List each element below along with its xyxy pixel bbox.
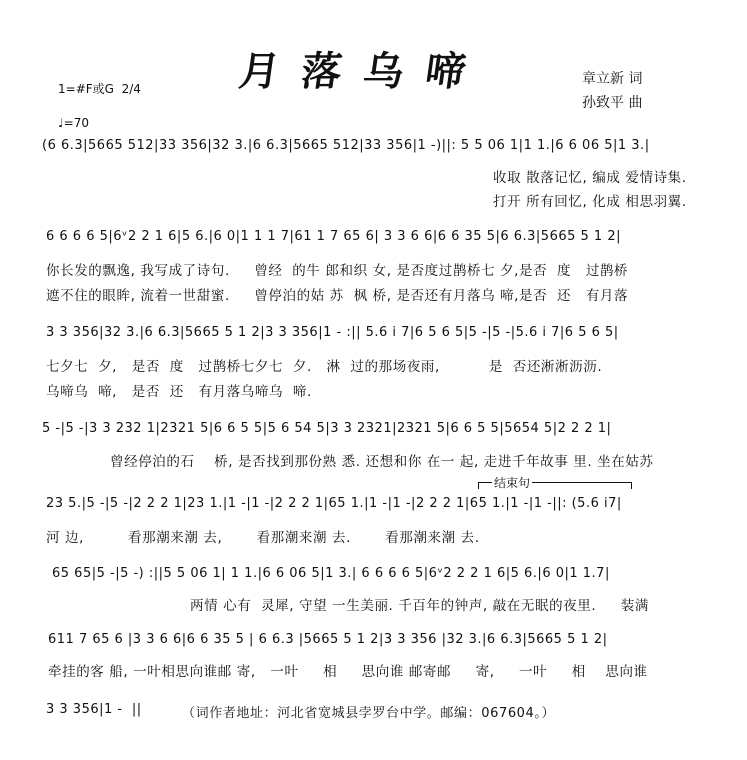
key-signature: 1=#F或G 2/4 bbox=[58, 82, 141, 96]
song-title: 月落乌啼 bbox=[236, 48, 491, 95]
lyric-line-4: 曾经停泊的石 桥, 是否找到那份熟 悉. 还想和你 在一 起, 走进千年故事 里. 坐在姑苏 bbox=[110, 454, 654, 470]
notation-line-3: 3 3 356|32 3.|6 6.3|5665 5 1 2|3 3 356|1 - :|| 5.6 i 7|6 5 6 5|5 -|5 -|5.6 i 7|6 5 6 5| bbox=[46, 325, 619, 340]
composer-credit: 孙致平 曲 bbox=[582, 95, 643, 111]
lyric-line-1-verse-2: 打开 所有回忆, 化成 相思羽翼. bbox=[493, 194, 687, 210]
notation-line-2: 6 6 6 6 5|6ᵛ2 2 1 6|5 6.|6 0|1 1 1 7|61 1 7 65 6| 3 3 6 6|6 6 35 5|6 6.3|5665 5 1 2| bbox=[46, 229, 621, 244]
tempo-marking: ♩=70 bbox=[58, 116, 89, 130]
lyric-line-6: 两情 心有 灵犀, 守望 一生美丽. 千百年的钟声, 敲在无眠的夜里. 装满 bbox=[190, 598, 649, 614]
lyric-line-1-verse-1: 收取 散落记忆, 编成 爱情诗集. bbox=[493, 170, 687, 186]
author-address-note: （词作者地址：河北省宽城县孛罗台中学。邮编：067604。） bbox=[182, 706, 556, 721]
notation-line-7: 611 7 65 6 |3 3 6 6|6 6 35 5 | 6 6.3 |5665 5 1 2|3 3 356 |32 3.|6 6.3|5665 5 1 2| bbox=[48, 632, 608, 647]
notation-line-8: 3 3 356|1 - || bbox=[46, 702, 142, 717]
lyric-line-2-verse-2: 遮不住的眼眸, 流着一世甜蜜. 曾停泊的姑 苏 枫 桥, 是否还有月落乌 啼,是否 还 有月落 bbox=[46, 288, 629, 304]
notation-line-1: (6 6.3|5665 512|33 356|32 3.|6 6.3|5665 512|33 356|1 -)||: 5 5 06 1|1 1.|6 6 06 5|1 3.| bbox=[42, 138, 650, 153]
notation-line-4: 5 -|5 -|3 3 232 1|2321 5|6 6 5 5|5 6 54 5|3 3 2321|2321 5|6 6 5 5|5654 5|2 2 2 1| bbox=[42, 421, 612, 436]
lyric-line-7: 牵挂的客 船, 一叶相思向谁邮 寄, 一叶 相 思向谁 邮寄邮 寄, 一叶 相 思向谁 bbox=[48, 664, 648, 680]
notation-line-5: 23 5.|5 -|5 -|2 2 2 1|23 1.|1 -|1 -|2 2 2 1|65 1.|1 -|1 -|2 2 2 1|65 1.|1 -|1 -||: (5.6 i7| bbox=[46, 496, 622, 511]
lyric-line-5: 河 边, 看那潮来潮 去, 看那潮来潮 去. 看那潮来潮 去. bbox=[46, 530, 480, 546]
lyric-line-2-verse-1: 你长发的飘逸, 我写成了诗句. 曾经 的牛 郎和织 女, 是否度过鹊桥七 夕,是否 度 过鹊桥 bbox=[46, 263, 629, 279]
notation-line-6: 65 65|5 -|5 -) :||5 5 06 1| 1 1.|6 6 06 5|1 3.| 6 6 6 6 5|6ᵛ2 2 2 1 6|5 6.|6 0|1 1.7| bbox=[52, 566, 610, 581]
ending-phrase-label: 结束句 bbox=[494, 476, 531, 490]
lyric-line-3-verse-2: 乌啼乌 啼, 是否 还 有月落乌啼乌 啼. bbox=[46, 384, 312, 400]
lyricist-credit: 章立新 词 bbox=[582, 71, 643, 87]
lyric-line-3-verse-1: 七夕七 夕, 是否 度 过鹊桥七夕七 夕. 淋 过的那场夜雨, 是 否还淅淅沥沥. bbox=[46, 359, 603, 375]
